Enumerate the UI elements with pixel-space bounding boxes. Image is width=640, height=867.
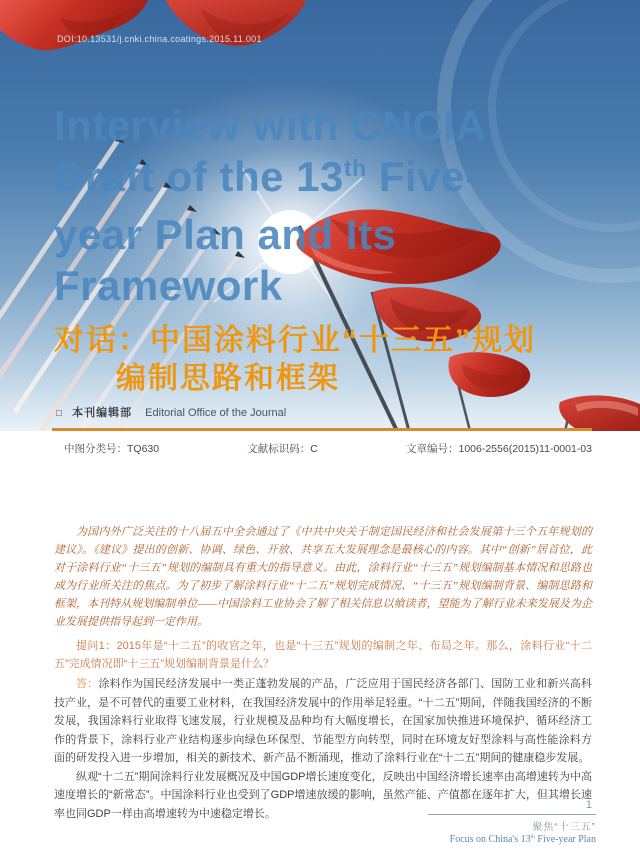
byline (56, 404, 286, 420)
orange-divider (52, 428, 592, 431)
article-id: 文章编号：1006-2556(2015)11-0001-03 (405, 443, 592, 455)
title-zh-line1: 对话：中国涂料行业“十三五”规划 (54, 324, 536, 357)
author-chinese: 本刊编辑部 (72, 407, 133, 419)
answer-1-text-1: 涂料作为国民经济发展中一类正蓬勃发展的产品，广泛应用于国民经济各部门、国防工业和新兴高科技产业，是不可替代的重要工业材料，在我国经济发展中的作用举足轻重。“十二五”期间，伴随我国经济的不断发展，我国涂料行业取得飞速发展，行业规模及品种均有大幅度增长，在国家加快推进环境保护、循环经济工作的背景下，涂料行业产业结构逐步向绿色环保型、节能型方向转型，同时在环境友好型涂料与高性能涂料方面的研发投入进一步增加，相关的新技术、新产品不断涌现，推动了涂料行业在“十二五”期间的健康稳步发展。 (54, 678, 593, 764)
intro-paragraph: 为国内外广泛关注的十八届五中全会通过了《中共中央关于制定国民经济和社会发展第十三个五年规划的建议》。《建议》提出的创新、协调、绿色、开放、共享五大发展理念是最核心的内容。其中“创新”居首位，此对于涂料行业“十三五”规划的编制具有重大的指导意义。由此，涂料行业“十三五”规划编制基本情况和思路也成为行业所关注的焦点。为了初步了解涂料行业“十二五”规划完成情况、“十三五”规划编制背景、编制思路和框架，本刊特从规划编制单位——中国涂料工业协会了解了相关信息以飨读者，望能为了解行业未来发展及为企业发展提供指导起到一定作用。 (54, 526, 592, 628)
title-zh-line2: 编制思路和框架 (116, 362, 340, 395)
superscript-th: th (530, 834, 535, 841)
article-body (54, 523, 592, 823)
title-chinese (54, 322, 536, 398)
document-code: 文献标识码：C (247, 443, 318, 455)
title-en-line3: year Plan and Its (54, 211, 397, 258)
answer-1-paragraph-2: 纵观“十二五”期间涂料行业发展概况及中国GDP增长速度变化，反映出中国经济增长速率由高增速转为中高速度增长的“新常态”。中国涂料行业也受到了GDP增速放缓的影响，虽然产能、产值都在逐年扩大，但其增长速率也同GDP一样由高增速转为中速稳定增长。 (54, 770, 592, 820)
author-english: Editorial Office of the Journal (145, 407, 287, 419)
page-footer (428, 799, 596, 845)
author-square-icon: □ (56, 408, 63, 419)
superscript-th: th (343, 155, 367, 181)
answer-1-paragraph-1 (54, 675, 592, 768)
title-en-line1: Interview with CNCIA: (54, 102, 501, 149)
clc-number: 中图分类号：TQ630 (64, 443, 160, 455)
footer-divider (428, 814, 596, 815)
answer-label: 答： (76, 678, 99, 690)
question-1: 提问1：2015年是“十二五”的收官之年，也是“十三五”规划的编制之年、布局之年。那么，涂料行业“十二五”完成情况即“十三五”规划编制背景是什么？ (54, 640, 592, 670)
footer-focus-english: Focus on China's 13th Five-year Plan (449, 834, 596, 845)
hero-photo (0, 0, 640, 431)
title-en-line4: Framework (54, 262, 283, 309)
title-en-line2: Draft of the 13th Five- (54, 153, 480, 200)
doi-text: DOI:10.13531/j.cnki.china.coatings.2015.11.001 (57, 34, 262, 44)
article-meta (64, 441, 592, 456)
page-number: 1 (585, 799, 592, 811)
footer-focus-chinese: 聚焦“十三五” (532, 822, 596, 833)
title-english (54, 100, 501, 311)
